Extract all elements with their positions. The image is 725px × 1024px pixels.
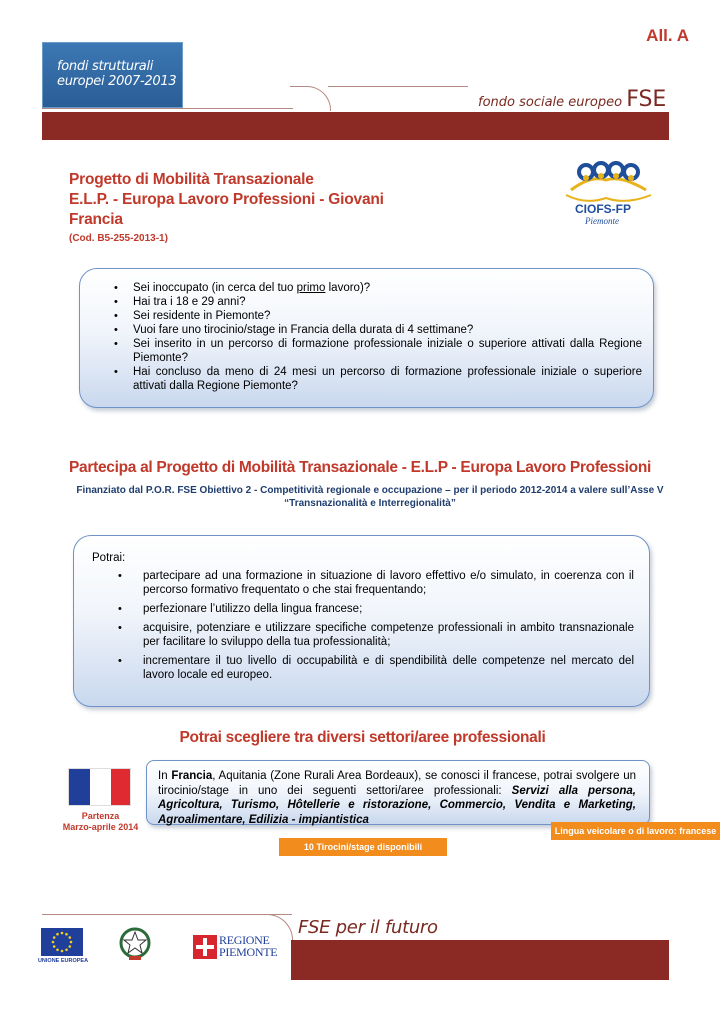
bullet-icon: •	[114, 338, 118, 350]
footer-bar	[291, 940, 669, 980]
project-title-line-1: Progetto di Mobilità Transazionale	[69, 171, 314, 188]
requirement-text: Vuoi fare uno tirocinio/stage in Francia della durata di 4 settimane?	[133, 324, 474, 336]
language-tag: Lingua veicolare o di lavoro: francese	[551, 822, 720, 840]
list-item	[102, 281, 642, 295]
benefits-box	[73, 535, 650, 707]
sectors-text-in: In	[158, 770, 172, 782]
funding-line-2: “Transnazionalità e Interregionalità”	[284, 498, 456, 509]
list-item	[102, 323, 642, 337]
list-item	[106, 621, 634, 649]
benefit-text: perfezionare l’utilizzo della lingua francese;	[143, 603, 363, 615]
eu-label: UNIONE EUROPEA	[37, 958, 89, 964]
project-title	[69, 170, 489, 230]
project-title-line-2: E.L.P. - Europa Lavoro Professioni - Giovani	[69, 191, 384, 208]
fse-header-title	[478, 87, 666, 112]
sectors-description	[158, 769, 636, 827]
fse-small-text: fondo sociale europeo	[478, 95, 623, 110]
funding-note	[60, 484, 680, 510]
requirement-text-after: lavoro)?	[325, 282, 371, 294]
eu-flag-icon	[41, 928, 83, 956]
partecipa-heading: Partecipa al Progetto di Mobilità Transazionale - E.L.P - Europa Lavoro Professioni	[69, 459, 652, 476]
benefits-list	[106, 569, 634, 687]
sectors-text-middle: , Aquitania (Zone Rurali Area Bordeaux), se conosci il francese, potrai svolgere un tirocinio/stage in uno dei seguenti settori/aree professionali:	[158, 770, 637, 797]
bullet-icon: •	[114, 296, 118, 308]
project-code: (Cod. B5-255-2013-1)	[69, 233, 168, 244]
bullet-icon: •	[114, 310, 118, 322]
sectors-country: Francia	[171, 770, 213, 782]
requirement-text-before: Sei inoccupato (in cerca del tuo	[133, 282, 297, 294]
header-divider-top	[328, 86, 468, 87]
list-item	[106, 569, 634, 597]
annex-label: All. A	[646, 26, 689, 45]
footer-title: FSE per il futuro	[298, 917, 438, 938]
project-title-line-3: Francia	[69, 211, 123, 228]
piemonte-flag-icon	[193, 935, 217, 959]
list-item	[102, 295, 642, 309]
requirement-text: Sei inserito in un percorso di formazione professionale iniziale o superiore attivati dalla Regione Piemonte?	[133, 338, 642, 364]
sectors-heading: Potrai scegliere tra diversi settori/aree professionali	[179, 729, 546, 746]
requirements-list	[102, 281, 642, 393]
positions-tag: 10 Tirocini/stage disponibili	[279, 838, 447, 856]
italian-republic-emblem-icon	[118, 926, 152, 962]
header-bar	[42, 112, 669, 140]
bullet-icon: •	[118, 655, 122, 667]
bullet-icon: •	[118, 622, 122, 634]
regione-line-2: PIEMONTE	[219, 945, 278, 959]
bullet-icon: •	[118, 570, 122, 582]
regione-piemonte-logo	[219, 934, 277, 958]
ciofs-name: CIOFS-FP	[575, 202, 631, 216]
header-divider	[42, 108, 293, 109]
regione-line-1: REGIONE	[219, 933, 270, 947]
france-flag-icon	[68, 768, 131, 806]
benefit-text: acquisire, potenziare e utilizzare specifiche competenze professionali in ambito transnazionale per facilitare lo sviluppo della tua professionalità;	[143, 622, 634, 648]
bullet-icon: •	[114, 366, 118, 378]
sectors-list-text: Servizi alla persona, Agricoltura, Turismo, Hôtellerie e ristorazione, Commercio, Vendita e Marketing, Agroalimentare, Edilizia - impiantistica	[158, 784, 636, 826]
list-item	[102, 365, 642, 393]
logo-line-1: fondi strutturali	[57, 59, 154, 74]
sectors-box	[146, 760, 650, 825]
requirement-text: Hai tra i 18 e 29 anni?	[133, 296, 246, 308]
departure-info	[44, 811, 157, 833]
benefits-intro: Potrai:	[92, 552, 126, 564]
fondi-strutturali-logo	[42, 42, 183, 108]
requirement-text: Hai concluso da meno di 24 mesi un percorso di formazione professionale iniziale o superiore attivati dalla Regione Piemonte?	[133, 366, 642, 392]
bullet-icon: •	[114, 324, 118, 336]
departure-period: Marzo-aprile 2014	[62, 822, 139, 832]
requirement-text-underlined: primo	[296, 282, 326, 294]
benefit-text: incrementare il tuo livello di occupabilità e di spendibilità delle competenze nel mercato del lavoro locale ed europeo.	[143, 655, 634, 681]
list-item	[106, 654, 634, 682]
requirements-box	[79, 268, 654, 408]
header-divider-curve	[290, 86, 331, 111]
ciofs-region: Piemonte	[585, 216, 619, 226]
fse-big-text: FSE	[626, 87, 667, 112]
list-item	[102, 309, 642, 323]
logo-line-2: europei 2007-2013	[57, 74, 177, 89]
departure-label: Partenza	[81, 811, 120, 821]
requirement-text: Sei residente in Piemonte?	[133, 310, 271, 322]
funding-line-1: Finanziato dal P.O.R. FSE Obiettivo 2 - Competitività regionale e occupazione – per il periodo 2012-2014 a valere sull’Asse V	[76, 485, 664, 496]
bullet-icon: •	[114, 282, 118, 294]
list-item	[106, 602, 634, 616]
bullet-icon: •	[118, 603, 122, 615]
benefit-text: partecipare ad una formazione in situazione di lavoro effettivo e/o simulato, in coerenza con il percorso formativo frequentato o che stai frequentando;	[143, 570, 634, 596]
list-item	[102, 337, 642, 365]
